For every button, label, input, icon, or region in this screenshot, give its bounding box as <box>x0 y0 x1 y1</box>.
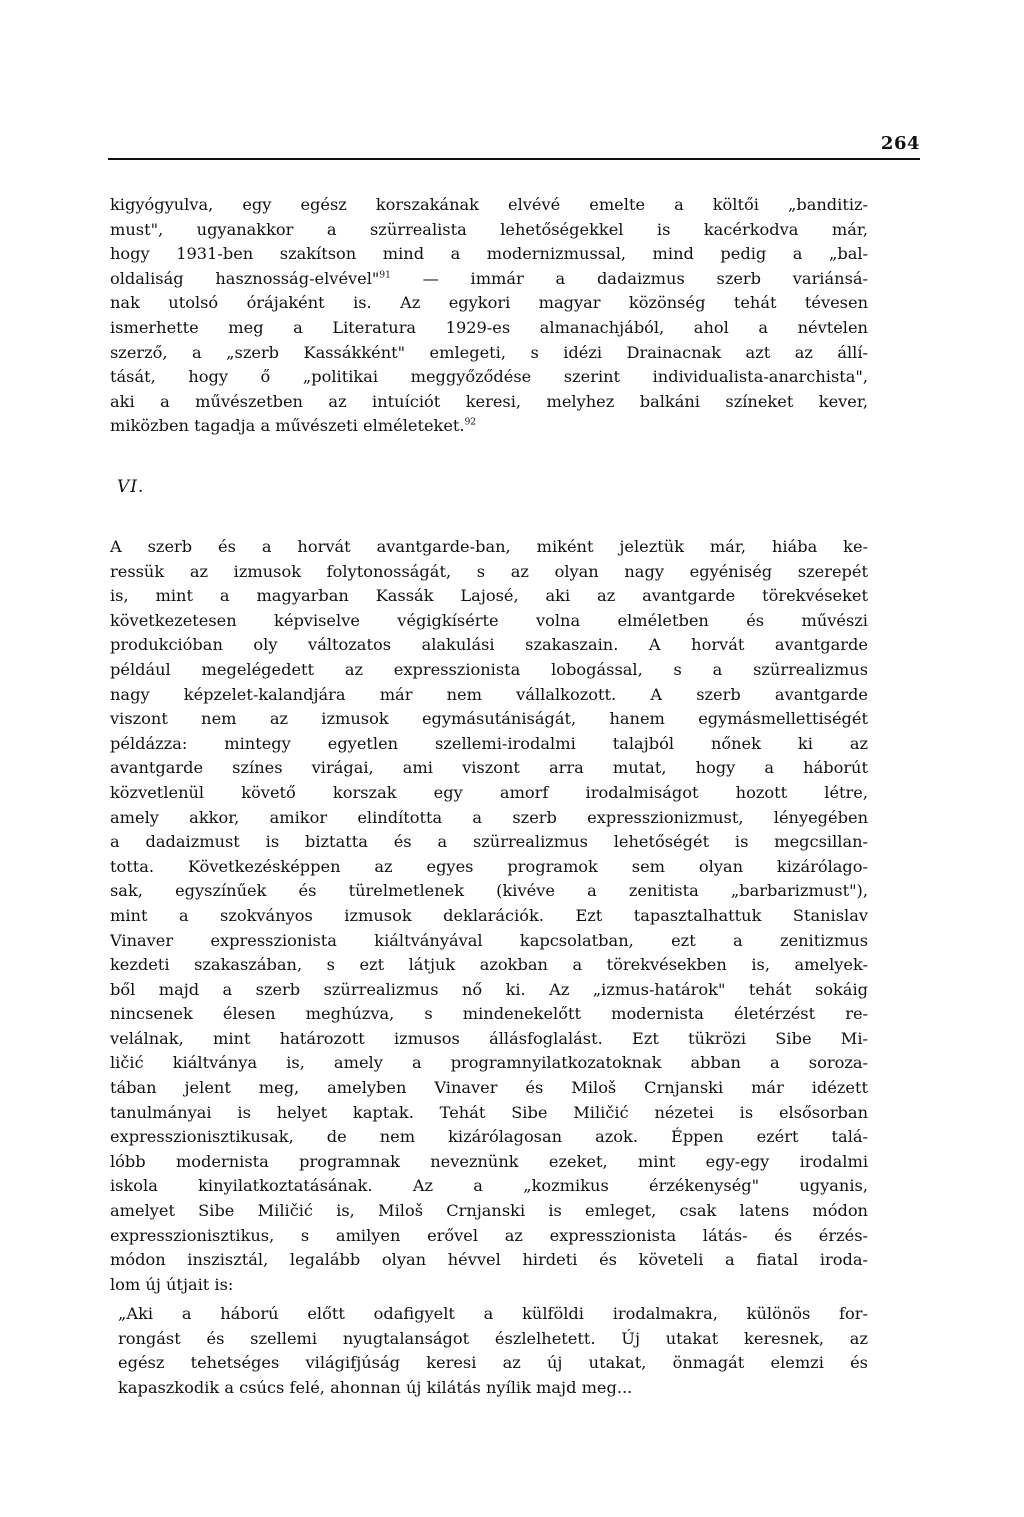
paragraph-1-line-8: tását, hogy ő „politikai meggyőződése szerint individualista-anarchista", <box>110 367 868 387</box>
paragraph-1-line-3: hogy 1931-ben szakítson mind a modernizmussal, mind pedig a „bal- <box>110 244 868 264</box>
paragraph-2-line-13: a dadaizmust is biztatta és a szürrealizmus lehetőségét is megcsillan- <box>110 832 868 852</box>
paragraph-2-line-22: ličić kiáltványa is, amely a programnyilatkozatoknak abban a soroza- <box>110 1053 868 1073</box>
paragraph-2-line-23: tában jelent meg, amelyben Vinaver és Miloš Crnjanski már idézett <box>110 1078 868 1098</box>
paragraph-2-line-24: tanulmányai is helyet kaptak. Tehát Sibe Miličić nézetei is elsősorban <box>110 1102 868 1122</box>
page-number: 264 <box>880 133 920 154</box>
footnote-ref-92: 92 <box>464 417 477 428</box>
paragraph-1-line-6: ismerhette meg a Literatura 1929-es almanachjából, ahol a névtelen <box>110 317 868 337</box>
paragraph-2 <box>110 535 868 1297</box>
paragraph-2-line-3: is, mint a magyarban Kassák Lajosé, aki az avantgarde törekvéseket <box>110 586 868 606</box>
paragraph-1-line-1: kigyógyulva, egy egész korszakának elvévé emelte a költői „banditiz- <box>110 195 868 214</box>
block-quote <box>118 1302 868 1400</box>
paragraph-2-line-27: iskola kinyilatkoztatásának. Az a „kozmikus érzékenység" ugyanis, <box>110 1176 868 1196</box>
paragraph-2-line-2: ressük az izmusok folytonosságát, s az olyan nagy egyéniség szerepét <box>110 561 868 581</box>
quote-line-1: „Aki a háború előtt odafigyelt a külföldi irodalmakra, különös for- <box>118 1304 868 1323</box>
paragraph-2-line-29: expresszionisztikus, s amilyen erővel az expresszionista látás- és érzés- <box>110 1225 868 1245</box>
paragraph-1-line-7: szerző, a „szerb Kassákként" emlegeti, s idézi Drainacnak azt az állí- <box>110 342 868 362</box>
paragraph-1 <box>110 193 868 439</box>
paragraph-2-line-9: példázza: mintegy egyetlen szellemi-irodalmi talajból nőnek ki az <box>110 733 868 753</box>
paragraph-1-line-10-text: miközben tagadja a művészeti elméleteket. <box>110 416 465 436</box>
paragraph-2-line-1: A szerb és a horvát avantgarde-ban, miként jeleztük már, hiába ke- <box>110 537 868 556</box>
paragraph-2-line-28: amelyet Sibe Miličić is, Miloš Crnjanski is emleget, csak latens módon <box>110 1201 868 1221</box>
paragraph-1-line-4-end: — immár a dadaizmus szerb variánsá- <box>390 268 868 288</box>
paragraph-2-line-12: amely akkor, amikor elindította a szerb expresszionizmust, lényegében <box>110 807 868 827</box>
paragraph-1-line-2: must", ugyanakkor a szürrealista lehetőségekkel is kacérkodva már, <box>110 219 868 239</box>
paragraph-2-line-5: produkcióban oly változatos alakulási szakaszain. A horvát avantgarde <box>110 635 868 655</box>
paragraph-1-line-5: nak utolsó órájaként is. Az egykori magyar közönség tehát tévesen <box>110 293 868 313</box>
paragraph-2-line-4: következetesen képviselve végigkísérte volna elméletben és művészi <box>110 610 868 630</box>
paragraph-2-line-10: avantgarde színes virágai, ami viszont arra mutat, hogy a háborút <box>110 758 868 778</box>
paragraph-2-line-31: lom új útjait is: <box>110 1274 234 1294</box>
paragraph-2-line-17: Vinaver expresszionista kiáltványával kapcsolatban, ezt a zenitizmus <box>110 930 868 950</box>
header-rule <box>108 158 920 160</box>
paragraph-2-line-20: nincsenek élesen meghúzva, s mindenekelőtt modernista életérzést re- <box>110 1004 868 1024</box>
footnote-ref-91: 91 <box>379 270 391 281</box>
paragraph-2-line-15: sak, egyszínűek és türelmetlenek (kivéve a zenitista „barbarizmust"), <box>110 881 868 901</box>
quote-line-2: rongást és szellemi nyugtalanságot észlelhetett. Új utakat keresnek, az <box>118 1328 868 1348</box>
paragraph-2-line-8: viszont nem az izmusok egymásutániságát, hanem egymásmellettiségét <box>110 709 868 729</box>
quote-line-4: kapaszkodik a csúcs felé, ahonnan új kilátás nyílik majd meg... <box>118 1377 633 1397</box>
paragraph-1-line-4 <box>110 267 868 292</box>
paragraph-1-line-9: aki a művészetben az intuíciót keresi, melyhez balkáni színeket kever, <box>110 391 868 411</box>
section-heading: VI. <box>117 477 145 497</box>
paragraph-2-line-25: expresszionisztikusak, de nem kizárólagosan azok. Éppen ezért talá- <box>110 1127 868 1147</box>
paragraph-2-line-18: kezdeti szakaszában, s ezt látjuk azokban a törekvésekben is, amelyek- <box>110 955 868 975</box>
paragraph-2-line-11: közvetlenül követő korszak egy amorf irodalmiságot hozott létre, <box>110 782 868 802</box>
paragraph-2-line-21: velálnak, mint határozott izmusos állásfoglalást. Ezt tükrözi Sibe Mi- <box>110 1028 868 1048</box>
paragraph-2-line-7: nagy képzelet-kalandjára már nem vállalkozott. A szerb avantgarde <box>110 684 868 704</box>
paragraph-2-line-19: ből majd a szerb szürrealizmus nő ki. Az „izmus-határok" tehát sokáig <box>110 979 868 999</box>
paragraph-2-line-30: módon inszisztál, legalább olyan hévvel hirdeti és követeli a fiatal iroda- <box>110 1250 868 1270</box>
paragraph-1-line-10 <box>110 414 868 439</box>
paragraph-2-line-26: lóbb modernista programnak neveznünk ezeket, mint egy-egy irodalmi <box>110 1151 868 1171</box>
paragraph-2-line-14: totta. Következésképpen az egyes programok sem olyan kizárólago- <box>110 856 868 876</box>
paragraph-2-line-6: például megelégedett az expresszionista lobogással, s a szürrealizmus <box>110 659 868 679</box>
paragraph-2-line-16: mint a szokványos izmusok deklarációk. Ezt tapasztalhattuk Stanislav <box>110 905 868 925</box>
paragraph-1-line-4-start: oldaliság hasznosság-elvével" <box>110 268 380 288</box>
quote-line-3: egész tehetséges világifjúság keresi az új utakat, önmagát elemzi és <box>118 1353 868 1373</box>
